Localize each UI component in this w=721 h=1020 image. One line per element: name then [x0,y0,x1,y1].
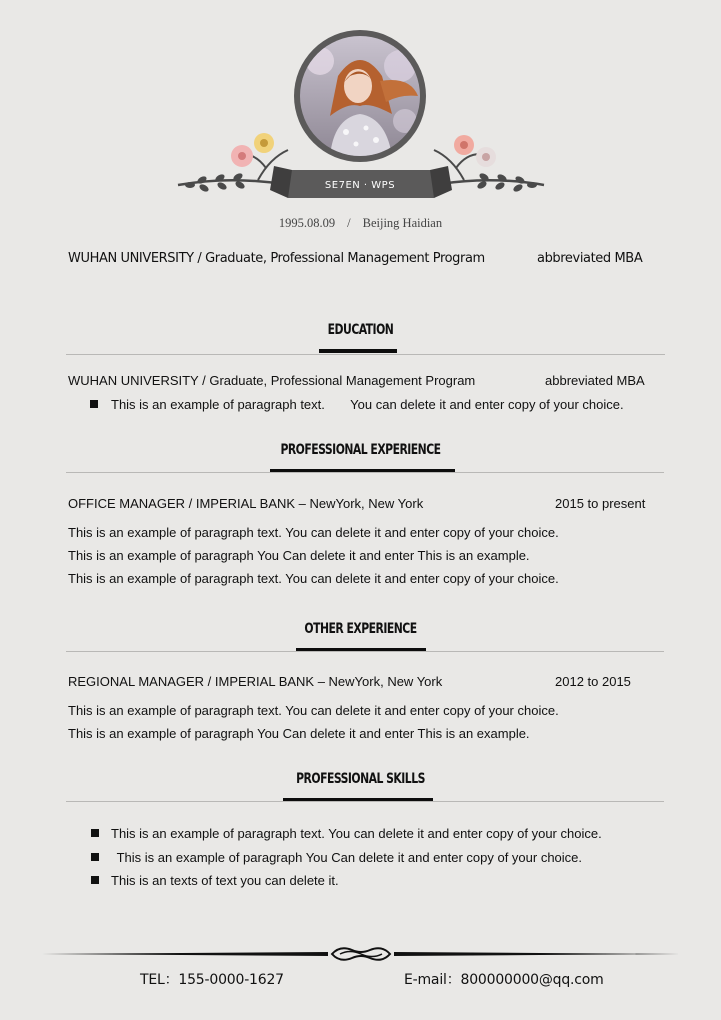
skill-item: This is an example of paragraph text. You can delete it and enter copy of your choice. [111,826,602,841]
header-degree: abbreviated MBA [537,251,643,266]
section-title-other-experience: OTHER EXPERIENCE [304,621,417,637]
other-position: REGIONAL MANAGER / IMPERIAL BANK – NewYork, New York [68,674,443,689]
professional-dates: 2015 to present [555,496,646,511]
footer-phone: TEL：155-0000-1627 [140,972,284,988]
education-school: WUHAN UNIVERSITY / Graduate, Professional Management Program [68,373,476,388]
birth-location-line [0,216,721,231]
other-line-1: This is an example of paragraph text. You can delete it and enter copy of your choice. [68,703,559,718]
education-bullet-text: This is an example of paragraph text. You can delete it and enter copy of your choice. [111,397,624,412]
section-divider [66,651,664,652]
left-flowers-decoration [231,133,274,167]
location: Beijing Haidian [362,216,443,230]
professional-line-3: This is an example of paragraph text. You can delete it and enter copy of your choice. [68,571,559,586]
section-divider [66,472,664,473]
skill-item: This is an texts of text you can delete it. [111,873,339,888]
professional-line-1: This is an example of paragraph text. You can delete it and enter copy of your choice. [68,525,559,540]
footer-ornament-divider [40,940,682,970]
section-divider [66,801,664,802]
section-divider [66,354,665,355]
other-dates: 2012 to 2015 [555,674,631,689]
separator: / [347,216,351,230]
section-title-education: EDUCATION [327,322,394,338]
section-underline [319,349,397,353]
footer-email: E-mail：800000000@qq.com [404,972,604,988]
professional-position: OFFICE MANAGER / IMPERIAL BANK – NewYork, New York [68,496,424,511]
header-school: WUHAN UNIVERSITY / Graduate, Professional Management Program [68,251,485,266]
bullet-icon [91,829,99,837]
bullet-icon [90,400,98,408]
other-line-2: This is an example of paragraph You Can delete it and enter This is an example. [68,726,530,741]
skill-item: This is an example of paragraph You Can delete it and enter copy of your choice. [113,850,583,865]
birth-date: 1995.08.09 [278,216,336,230]
bullet-icon [91,876,99,884]
section-title-professional-experience: PROFESSIONAL EXPERIENCE [280,442,441,458]
professional-line-2: This is an example of paragraph You Can delete it and enter This is an example. [68,548,530,563]
education-degree: abbreviated MBA [545,373,645,388]
banner-label: SE7EN · WPS [324,180,396,191]
bullet-icon [91,853,99,861]
section-title-professional-skills: PROFESSIONAL SKILLS [296,771,425,787]
